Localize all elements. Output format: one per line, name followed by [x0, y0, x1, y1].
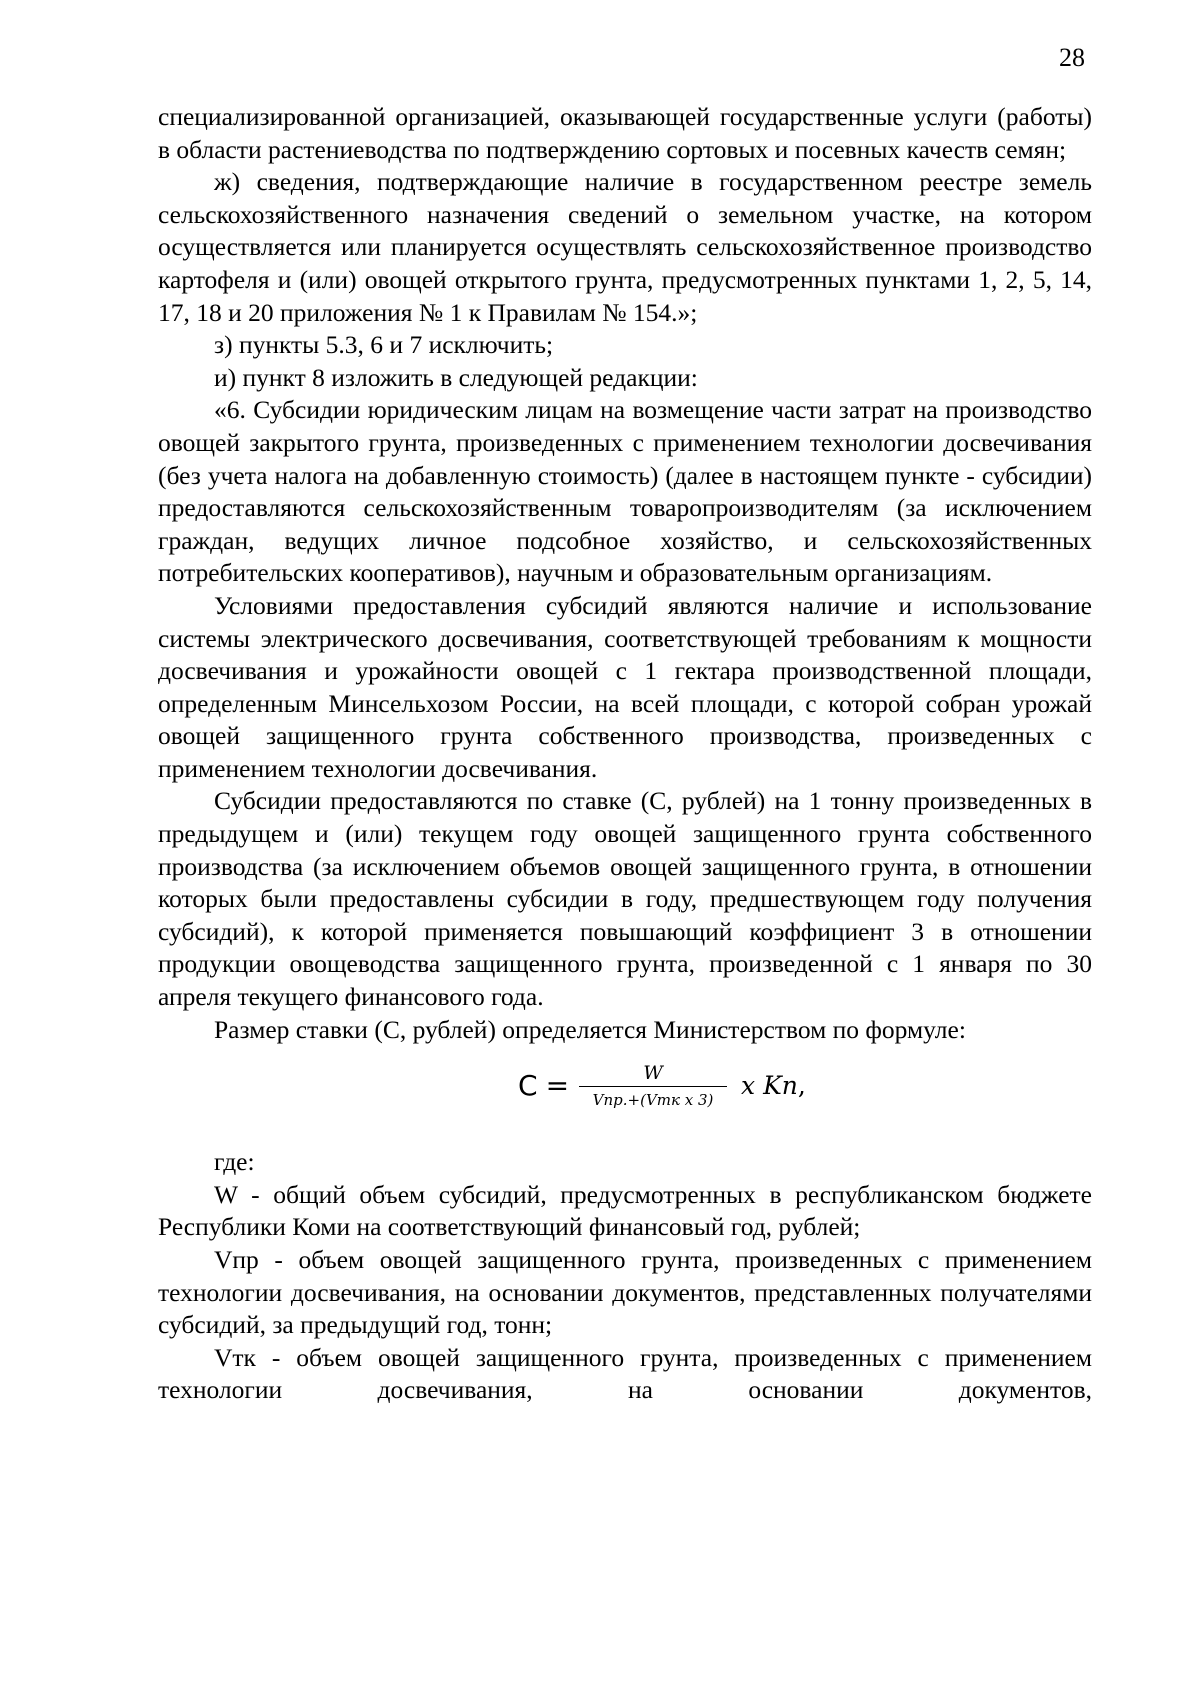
definition-vpr: Vпр - объем овощей защищенного грунта, произведенных с применением технологии досвечивания, на основании документов, представленных получателями субсидий, за предыдущий год, тонн;: [158, 1245, 1092, 1340]
paragraph-conditions: Условиями предоставления субсидий являются наличие и использование системы электрического досвечивания, соответствующей требованиям к мощности досвечивания и урожайности овощей с 1 гектара производственной площади, определенным Минсельхозом России, на всей площади, с которой собран урожай овощей защищенного грунта собственного производства, произведенных с применением технологии досвечивания.: [158, 590, 1092, 783]
formula-equals: =: [545, 1069, 570, 1103]
paragraph-where: где:: [214, 1147, 255, 1177]
definition-w: W - общий объем субсидий, предусмотренных в республиканском бюджете Республики Коми на соответствующий финансовый год, рублей;: [158, 1179, 1092, 1242]
formula-tail: ,: [797, 1071, 806, 1101]
page-number: 28: [1059, 43, 1085, 72]
formula-numerator: W: [643, 1062, 663, 1085]
paragraph-formula-intro: Размер ставки (С, рублей) определяется Министерством по формуле:: [214, 1014, 966, 1044]
paragraph-point-6: «6. Субсидии юридическим лицам на возмещение части затрат на производство овощей закрытого грунта, произведенных с применением технологии досвечивания (без учета налога на добавленную стоимость) (далее в настоящем пункте - субсидии) предоставляются сельскохозяйственным товаропроизводителям (за исключением граждан, ведущих личное подсобное хозяйство, и сельскохозяйственных потребительских кооперативов), научным и образовательным организациям.: [158, 395, 1092, 588]
paragraph-rate: Субсидии предоставляются по ставке (С, рублей) на 1 тонну произведенных в предыдущем и (или) текущем году овощей защищенного грунта собственного производства (за исключением объемов овощей защищенного грунта, в отношении которых были предоставлены субсидии в году, предшествующем году получения субсидий), к которой применяется повышающий коэффициент 3 в отношении продукции овощеводства защищенного грунта, произведенной с 1 января по 30 апреля текущего финансового года.: [158, 786, 1092, 1012]
formula-denominator: Vпр.+(Vтк x 3): [592, 1091, 714, 1110]
paragraph-item-z: з) пункты 5.3, 6 и 7 исключить;: [214, 330, 554, 360]
formula-times: x: [741, 1071, 756, 1101]
formula-block: [158, 1046, 1092, 1146]
formula-coefficient-part: [741, 1070, 806, 1103]
formula-lhs: C: [518, 1069, 538, 1103]
formula-fraction: [579, 1062, 727, 1111]
rate-formula: [518, 1062, 806, 1111]
definition-vtk: Vтк - объем овощей защищенного грунта, произведенных с применением технологии досвечивания, на основании документов,: [158, 1342, 1092, 1405]
document-body: [158, 101, 1092, 1407]
paragraph-item-i: и) пункт 8 изложить в следующей редакции:: [214, 362, 698, 392]
paragraph-continuation: специализированной организацией, оказывающей государственные услуги (работы) в области растениеводства по подтверждению сортовых и посевных качеств семян;: [158, 102, 1092, 164]
paragraph-item-zh: ж) сведения, подтверждающие наличие в государственном реестре земель сельскохозяйственного назначения сведений о земельном участке, на котором осуществляется или планируется осуществлять сельскохозяйственное производство картофеля и (или) овощей открытого грунта, предусмотренных пунктами 1, 2, 5, 14, 17, 18 и 20 приложения № 1 к Правилам № 154.»;: [158, 167, 1092, 327]
formula-coefficient: Kп: [763, 1071, 798, 1101]
